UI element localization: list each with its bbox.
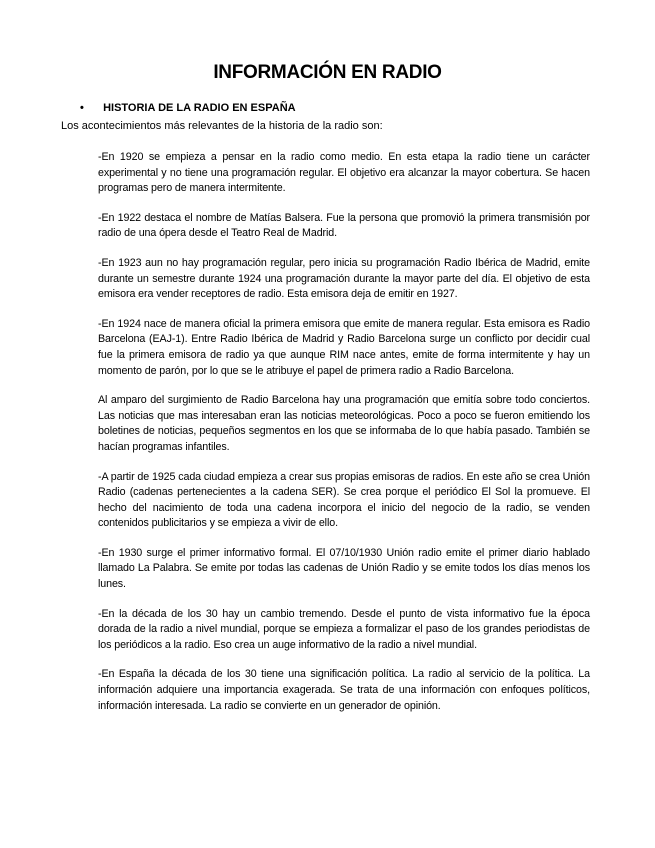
paragraph-espana-30: -En España la década de los 30 tiene una significación política. La radio al servicio de la política. La información adquiere una importancia exagerada. Se trata de una información con enfoques políticos, información interesada. La radio se convierte en un generador de opinión.	[98, 668, 590, 712]
paragraph-1923: -En 1923 aun no hay programación regular, pero inicia su programación Radio Ibérica de Madrid, emite durante un semestre durante 1924 una programación durante la mayor parte del día. El objetivo de esta emisora era vender receptores de radio. Esta emisora deja de emitir en 1927.	[98, 256, 590, 301]
intro-text: Los acontecimientos más relevantes de la historia de la radio son:	[61, 120, 383, 132]
section-heading	[80, 102, 296, 114]
paragraph-1924: -En 1924 nace de manera oficial la primera emisora que emite de manera regular. Esta emisora es Radio Barcelona (EAJ-1). Entre Radio Ibérica de Madrid y Radio Barcelona surge un conflicto por decidir cual fue la primera emisora de radio ya que aunque RIM nace antes, emite de forma intermitente y hay un momento de parón, por lo que se le atribuye el papel de primera radio a Radio Barcelona.	[98, 317, 590, 377]
paragraph-decada-30: -En la década de los 30 hay un cambio tremendo. Desde el punto de vista informativo fue la época dorada de la radio a nivel mundial, porque se empieza a formalizar el paso de los grandes periodistas de los periódicos a la radio. Eso crea un auge informativo de la radio a nivel mundial.	[98, 607, 590, 651]
section-heading-text: HISTORIA DE LA RADIO EN ESPAÑA	[103, 102, 296, 114]
paragraph-1922: -En 1922 destaca el nombre de Matías Balsera. Fue la persona que promovió la primera transmisión por radio de una ópera desde el Teatro Real de Madrid.	[98, 211, 590, 240]
paragraph-1930: -En 1930 surge el primer informativo formal. El 07/10/1930 Unión radio emite el primer diario hablado llamado La Palabra. Se emite por todas las cadenas de Unión Radio y se emite todos los días menos los lunes.	[98, 546, 590, 591]
bullet-icon: •	[80, 102, 84, 114]
document-body	[98, 150, 590, 728]
paragraph-1925: -A partir de 1925 cada ciudad empieza a crear sus propias emisoras de radios. En este año se crea Unión Radio (cadenas pertenecientes a la cadena SER). Se crea porque el periódico El Sol la promueve. El hecho del nacimiento de toda una cadena incorpora el inicio del negocio de la radio, se venden contenidos publicitarios y se empieza a vivir de ello.	[98, 470, 590, 530]
page-title: INFORMACIÓN EN RADIO	[213, 62, 442, 83]
paragraph-radio-barcelona: Al amparo del surgimiento de Radio Barcelona hay una programación que emitía sobre todo conciertos. Las noticias que mas interesaban eran las noticias meteorológicas. Poco a poco se fueron emitiendo los boletines de noticias, pequeños segmentos en los que se informaba de lo que había pasado. También se hacían programas infantiles.	[98, 394, 590, 453]
paragraph-1920: -En 1920 se empieza a pensar en la radio como medio. En esta etapa la radio tiene un carácter experimental y no tiene una programación regular. El objetivo era alcanzar la mayor cobertura. Se hacen programas pero de manera intermitente.	[98, 151, 590, 195]
